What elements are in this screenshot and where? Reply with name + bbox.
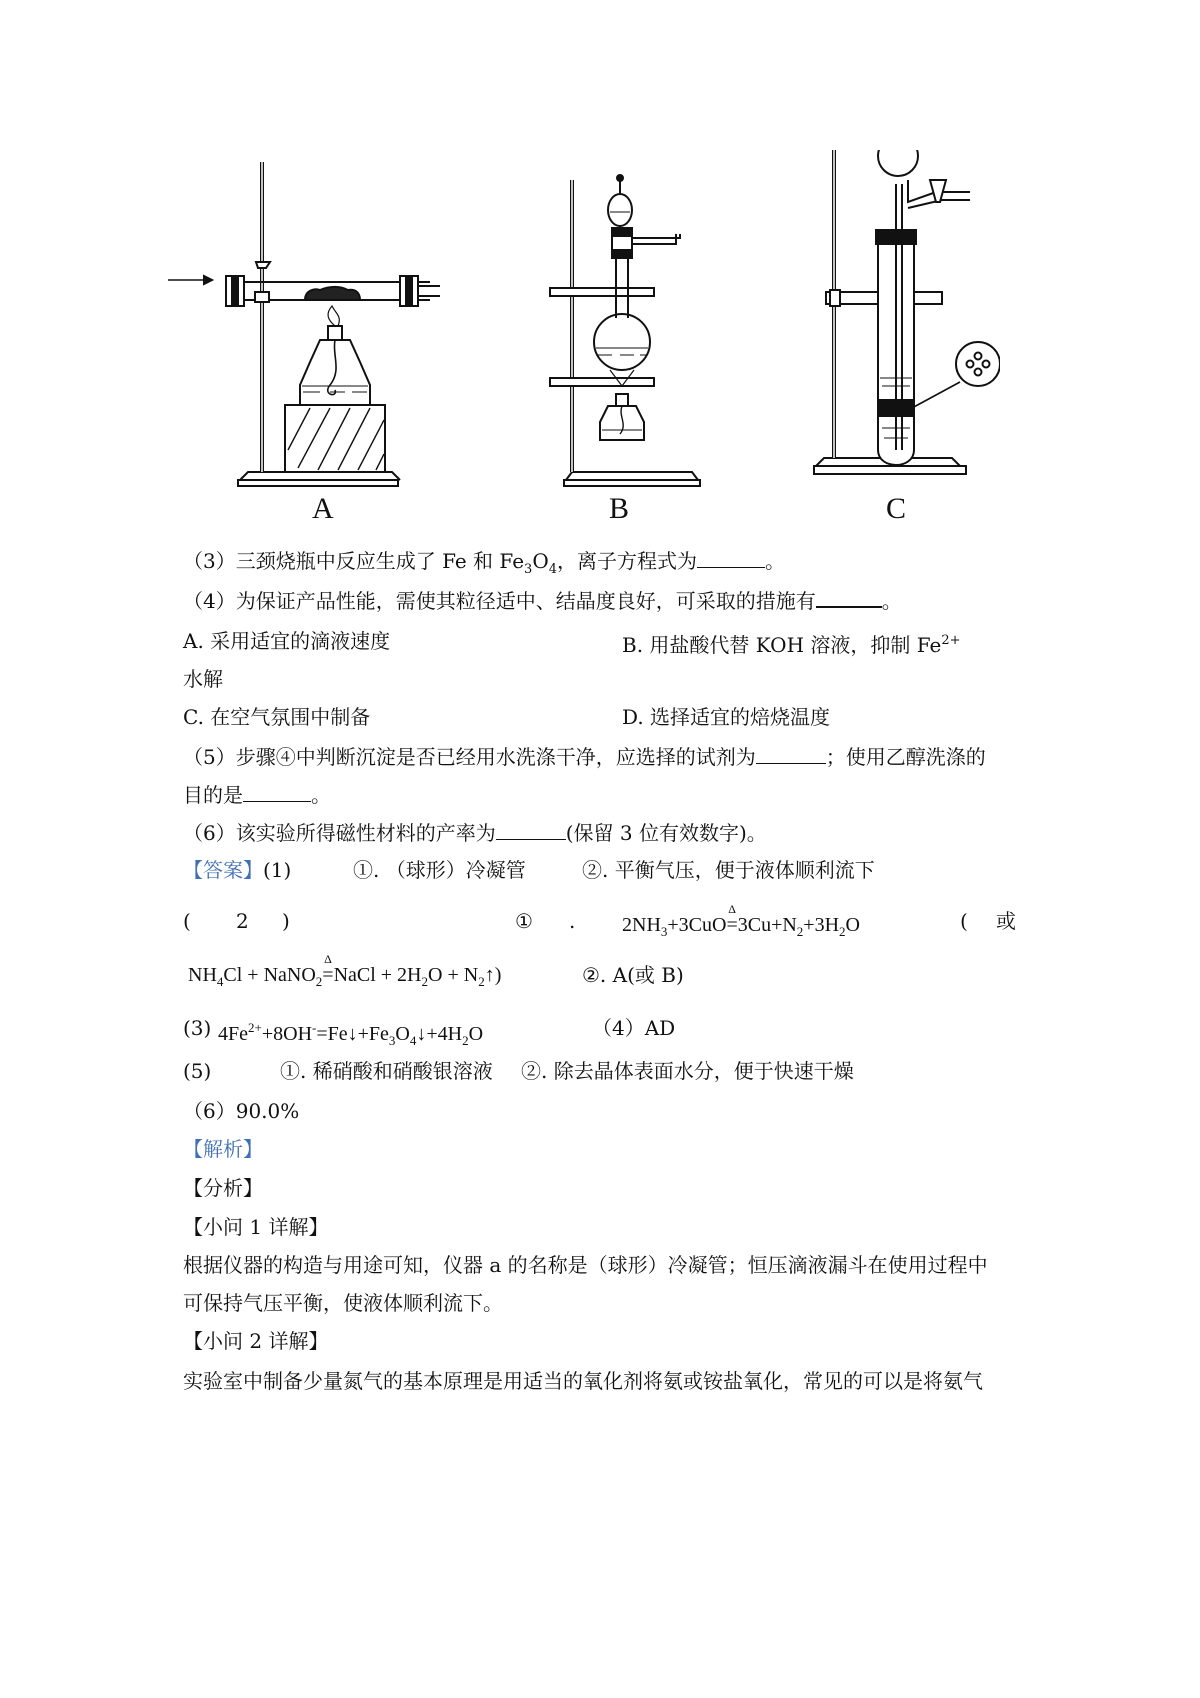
sub-question-1-line-1: 根据仪器的构造与用途可知，仪器 a 的名称是（球形）冷凝管；恒压滴液漏斗在使用过程中 <box>183 1253 988 1277</box>
q4-option-c: C. 在空气氛围中制备 <box>183 705 371 729</box>
eq-sub: 3 <box>388 1033 396 1048</box>
q3-sub: 4 <box>548 562 558 577</box>
answer-1-part-2: ②. 平衡气压，便于液体顺利流下 <box>582 858 875 882</box>
q5-answer-blank-2 <box>243 783 311 802</box>
sub-question-1-heading: 【小问 1 详解】 <box>183 1215 329 1239</box>
up-arrow-icon: ↑ <box>484 964 495 986</box>
q4-option-d: D. 选择适宜的焙烧温度 <box>622 705 831 729</box>
eq-sub: 4 <box>216 974 224 989</box>
answer-4: （4）AD <box>592 1016 676 1040</box>
eq-sub: 2 <box>421 974 429 989</box>
q3-o: O <box>532 549 549 573</box>
eq-sub: 2 <box>839 924 846 939</box>
delta-sign: Δ <box>324 952 332 966</box>
q5-text: （5）步骤④中判断沉淀是否已经用水洗涤干净，应选择的试剂为 <box>183 745 756 769</box>
eq-text: O <box>845 914 860 936</box>
eq-sup: 2+ <box>248 1020 262 1035</box>
question-6 <box>183 818 767 848</box>
sub-question-2-heading: 【小问 2 详解】 <box>183 1329 329 1353</box>
answer-2-or-open: ( <box>960 909 968 933</box>
sub-question-2-line-1: 实验室中制备少量氮气的基本原理是用适当的氧化剂将氨或铵盐氧化，常见的可以是将氨气 <box>183 1369 983 1393</box>
eq-text: 2NH <box>622 914 661 936</box>
q6-text: (保留 3 位有效数字)。 <box>565 821 767 845</box>
apparatus-c-figure <box>800 150 1000 490</box>
question-5-continued <box>183 780 331 810</box>
q3-text: ，离子方程式为 <box>557 549 698 573</box>
eq-text: 3Cu+N <box>737 914 797 936</box>
answer-3-number: (3) <box>183 1016 212 1040</box>
eq-text: +8OH <box>261 1023 313 1045</box>
sub-question-1-line-2: 可保持气压平衡，使液体顺利流下。 <box>183 1291 503 1315</box>
answer-2-equation-1 <box>622 902 860 947</box>
answer-2-circle: ① <box>515 909 533 933</box>
eq-text: =Fe↓+Fe <box>316 1023 389 1045</box>
q5-end: 。 <box>311 783 331 807</box>
eq-sub: 2 <box>315 974 323 989</box>
eq-sub: 2 <box>462 1033 469 1048</box>
q4-text: （4）为保证产品性能，需使其粒径适中、结晶度良好，可采取的措施有 <box>183 589 816 613</box>
figure-label-b: B <box>609 492 630 525</box>
eq-equals: = <box>726 914 738 936</box>
eq-text: ↓+4H <box>416 1023 463 1045</box>
question-3 <box>183 546 785 585</box>
eq-text: Cl + NaNO <box>223 964 316 986</box>
eq-sub: 4 <box>409 1033 417 1048</box>
eq-text: 4Fe <box>218 1023 248 1045</box>
q4-answer-blank <box>816 588 882 608</box>
q4-option-b <box>622 626 961 660</box>
q3-end: 。 <box>765 549 786 573</box>
answer-2-nh4cl-eq <box>188 952 502 997</box>
answer-6: （6）90.0% <box>183 1099 300 1123</box>
figure-label-c: C <box>886 492 907 525</box>
eq-close: ) <box>494 964 502 986</box>
eq-sub: 3 <box>660 924 668 939</box>
q6-text: （6）该实验所得磁性材料的产率为 <box>183 821 496 845</box>
eq-text: O + N <box>428 964 479 986</box>
q4-option-b-continued: 水解 <box>183 667 223 691</box>
apparatus-b-figure <box>540 150 740 490</box>
q5-text: 目的是 <box>183 783 243 807</box>
q5-answer-blank-1 <box>756 745 826 764</box>
answer-1-number: (1) <box>263 858 292 882</box>
answer-2-close: ) <box>282 909 290 933</box>
answer-line-1 <box>183 855 291 885</box>
analysis-label: 【解析】 <box>183 1137 263 1161</box>
delta-sign: Δ <box>728 902 736 916</box>
figure-label-a: A <box>312 492 334 525</box>
eq-sub: 2 <box>478 974 485 989</box>
answer-2-part-2: ②. A(或 B) <box>582 963 684 987</box>
q4-option-a: A. 采用适宜的滴液速度 <box>183 629 391 653</box>
q4-option-b-sup: 2+ <box>941 633 961 648</box>
answer-1-part-1: ①. （球形）冷凝管 <box>353 858 526 882</box>
eq-text: NaCl + 2H <box>333 964 422 986</box>
eq-text: +3CuO <box>667 914 727 936</box>
q4-end: 。 <box>881 589 902 613</box>
answer-5-part-2: ②. 除去晶体表面水分，便于快速干燥 <box>521 1059 854 1083</box>
eq-equals: = <box>322 964 334 986</box>
question-4 <box>183 586 902 616</box>
apparatus-a-figure <box>160 150 440 490</box>
eq-delta-equals <box>726 902 738 940</box>
eq-sub: 2 <box>796 924 804 939</box>
q3-text: （3）三颈烧瓶中反应生成了 Fe 和 Fe <box>183 549 525 573</box>
eq-text: O <box>395 1023 410 1045</box>
answer-label: 【答案】 <box>183 858 263 882</box>
eq-sup: - <box>312 1020 317 1035</box>
eq-text: +3H <box>803 914 840 936</box>
eq-text: NH <box>188 964 217 986</box>
q5-text: ；使用乙醇洗涤的 <box>825 745 986 769</box>
answer-3-equation <box>218 1013 483 1056</box>
answer-2-or: 或 <box>996 909 1016 933</box>
eq-delta-equals <box>322 952 334 990</box>
answer-2-dot: . <box>569 909 576 933</box>
q6-answer-blank <box>496 821 566 840</box>
analysis-fenxi-heading: 【分析】 <box>183 1176 263 1200</box>
answer-5-part-1: ①. 稀硝酸和硝酸银溶液 <box>280 1059 493 1083</box>
answer-2-open: ( <box>183 909 191 933</box>
answer-5-number: (5) <box>183 1059 212 1083</box>
answer-2-number: 2 <box>236 909 249 933</box>
question-5 <box>183 742 986 772</box>
q4-option-b-text: B. 用盐酸代替 KOH 溶液，抑制 Fe <box>622 633 942 657</box>
eq-text: O <box>468 1023 484 1045</box>
q3-sub: 3 <box>524 562 533 577</box>
q3-answer-blank <box>697 549 765 568</box>
